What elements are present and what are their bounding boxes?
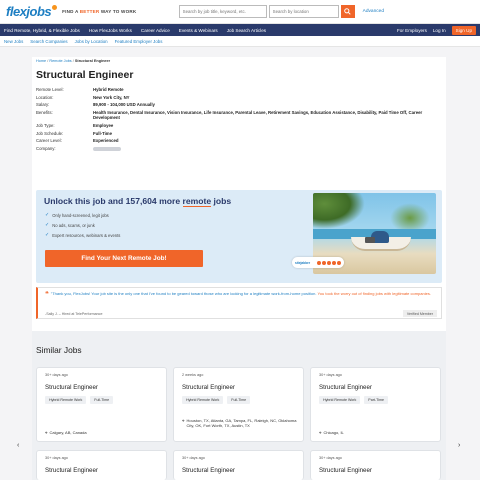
main-nav: [0, 24, 480, 36]
job-card[interactable]: 30+ days ago Structural Engineer: [173, 450, 304, 480]
check-icon: ✓: [45, 212, 50, 218]
star-icon: [322, 261, 326, 265]
job-card-title[interactable]: Structural Engineer: [319, 384, 372, 391]
detail-row: Location: New York City, NY: [36, 94, 130, 100]
testimonial: [36, 287, 442, 319]
subnav-new-jobs[interactable]: New Jobs: [4, 38, 24, 44]
quote-icon: ❝: [45, 291, 49, 298]
job-card-location: ⌖ Calgary, AB, Canada: [45, 430, 87, 435]
location-pin-icon: ⌖: [45, 430, 48, 435]
signup-button[interactable]: Sign Up: [452, 26, 476, 35]
testimonial-text: ❝ "Thank you, FlexJobs! Your job site is the only one that I've found to be geared toward those who are looking for a legitimate work-from-home position. You took the worry out of finding jobs with legitimate companies.: [45, 291, 431, 298]
laptop-icon: [365, 237, 375, 243]
job-card[interactable]: 30+ days ago Structural Engineer: [310, 450, 441, 480]
promo-checklist: [45, 212, 120, 243]
list-item: ✓ Only hand-screened, legit jobs: [45, 212, 109, 218]
location-pin-icon: ⌖: [319, 430, 322, 435]
nav-how-it-works[interactable]: How FlexJobs Works: [88, 27, 132, 33]
detail-row: Benefits: Health Insurance, Dental Insurance, Vision Insurance, Life Insurance, Parental Leave, Retirement Savings, Education Assistance, Disability, Paid Time Off, Career Development: [36, 110, 423, 121]
star-icon: [317, 261, 321, 265]
tag: Hybrid Remote Work: [319, 396, 360, 404]
similar-jobs-heading: Similar Jobs: [36, 345, 82, 355]
company-name-blurred: [93, 147, 121, 151]
search-button[interactable]: [341, 5, 355, 18]
search-bar: [179, 5, 355, 18]
job-card-location: ⌖ Houston, TX, Atlanta, GA, Tampa, FL, Raleigh, NC, Oklahoma City, OK, Fort Worth, TX, Austin, TX: [182, 418, 297, 429]
check-icon: ✓: [45, 222, 50, 229]
breadcrumb: Home / Remote Jobs / Structural Engineer: [36, 59, 111, 63]
login-link[interactable]: Log In: [432, 27, 446, 33]
detail-row: Remote Level: Hybrid Remote: [36, 87, 124, 92]
detail-row-company: Company:: [36, 146, 442, 151]
search-icon: [344, 8, 351, 15]
job-card-title[interactable]: Structural Engineer: [182, 384, 235, 391]
flexjobs-logo[interactable]: [6, 4, 57, 19]
detail-row: Salary: 89,900 - 104,000 USD Annually: [36, 102, 155, 108]
list-item: ✓ Expert resources, webinars & events: [45, 232, 121, 239]
job-card-title[interactable]: Structural Engineer: [182, 467, 235, 474]
top-header: [0, 0, 480, 24]
testimonial-author: -Sally J. – Hired at TelePerformance: [45, 312, 103, 316]
nav-events[interactable]: Events & Webinars: [178, 27, 218, 33]
advanced-search-link[interactable]: Advanced: [362, 9, 384, 14]
detail-row: Job Schedule: Full-Time: [36, 130, 113, 136]
chevron-right-icon[interactable]: ›: [458, 442, 461, 449]
check-icon: ✓: [45, 232, 50, 239]
list-item: ✓ No ads, scams, or junk: [45, 222, 95, 229]
breadcrumb-remote-jobs[interactable]: Remote Jobs: [49, 59, 72, 63]
job-card-title[interactable]: Structural Engineer: [319, 467, 372, 474]
star-icon: [337, 261, 341, 265]
nav-find-jobs[interactable]: Find Remote, Hybrid, & Flexible Jobs: [4, 27, 80, 33]
job-page-content: [32, 57, 446, 480]
breadcrumb-home[interactable]: Home: [36, 59, 47, 63]
star-icon: [327, 261, 331, 265]
breadcrumb-current: Structural Engineer: [74, 59, 111, 63]
keyword-search-input[interactable]: [179, 5, 267, 18]
job-card-title[interactable]: Structural Engineer: [45, 467, 98, 474]
tag: Part-Time: [364, 396, 388, 404]
sub-nav: [0, 36, 480, 47]
for-employers-link[interactable]: For Employers: [397, 27, 427, 33]
unlock-promo: [36, 190, 442, 283]
logo-dot-icon: [52, 5, 57, 10]
logo-wordmark: flexjobs: [6, 4, 52, 19]
nav-career-advice[interactable]: Career Advice: [140, 27, 170, 33]
tag: Full-Time: [90, 396, 113, 404]
find-remote-job-button[interactable]: Find Your Next Remote Job!: [45, 250, 203, 267]
tagline: FIND A BETTER WAY TO WORK: [62, 9, 137, 14]
similar-jobs: [32, 331, 446, 480]
star-icon: [332, 261, 336, 265]
tag: Hybrid Remote Work: [45, 396, 86, 404]
job-details: [36, 87, 442, 154]
job-card-location: ⌖ Chicago, IL: [319, 430, 344, 435]
promo-title: Unlock this job and 157,604 more remote jobs: [44, 196, 232, 206]
job-card[interactable]: 30+ days ago Structural Engineer Hybrid Remote Work Full-Time ⌖ Calgary, AB, Canada: [36, 367, 167, 442]
location-pin-icon: ⌖: [182, 418, 185, 423]
rating-stars: [317, 261, 341, 265]
job-card[interactable]: 30+ days ago Structural Engineer Hybrid Remote Work Part-Time ⌖ Chicago, IL: [310, 367, 441, 442]
detail-row: Job Type: Employee: [36, 123, 114, 129]
job-card[interactable]: 2 weeks ago Structural Engineer Hybrid Remote Work Full-Time ⌖ Houston, TX, Atlanta, GA, Tampa, FL, Raleigh, NC, Oklahoma City, OK, Fort Worth, TX, Austin, TX: [173, 367, 304, 442]
sitejabber-badge: sitejabber: [292, 257, 344, 268]
page-title: Structural Engineer: [36, 69, 134, 81]
subnav-featured-employers[interactable]: Featured Employer Jobs: [114, 38, 163, 44]
subnav-jobs-by-location[interactable]: Jobs by Location: [74, 38, 108, 44]
detail-row: Career Level: Experienced: [36, 138, 119, 144]
chevron-left-icon[interactable]: ‹: [17, 442, 20, 449]
tag: Full-Time: [227, 396, 250, 404]
location-search-input[interactable]: [269, 5, 339, 18]
subnav-search-companies[interactable]: Search Companies: [30, 38, 68, 44]
verified-badge: Verified Member: [403, 310, 437, 317]
job-card-title[interactable]: Structural Engineer: [45, 384, 98, 391]
tag: Hybrid Remote Work: [182, 396, 223, 404]
nav-articles[interactable]: Job Search Articles: [226, 27, 267, 33]
job-card[interactable]: 30+ days ago Structural Engineer: [36, 450, 167, 480]
